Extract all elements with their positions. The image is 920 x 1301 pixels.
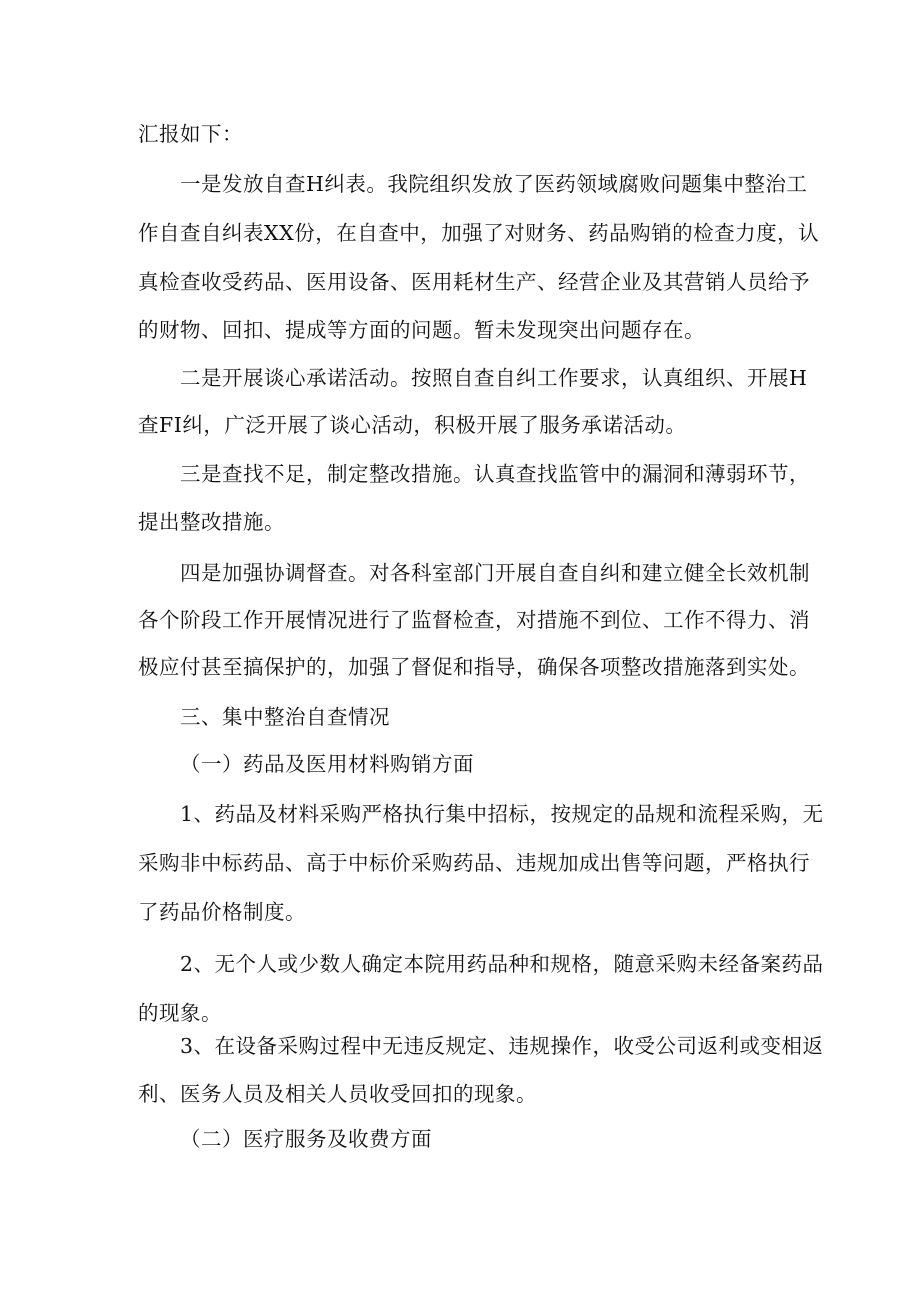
para3-line-2: 提出整改措施。	[138, 510, 285, 534]
item3-line-1: 3、在设备采购过程中无违反规定、违规操作，收受公司返利或变相返	[180, 1034, 824, 1058]
item3-line-2: 利、医务人员及相关人员收受回扣的现象。	[138, 1082, 537, 1106]
sub1-heading: （一）药品及医用材料购销方面	[180, 752, 474, 776]
item2-line-2: 的现象。	[138, 1001, 222, 1025]
sub2-heading: （二）医疗服务及收费方面	[180, 1127, 432, 1151]
para1-line-1: 一是发放自查H纠表。我院组织发放了医药领域腐败问题集中整治工	[180, 172, 808, 196]
item1-line-2: 采购非中标药品、高于中标价采购药品、违规加成出售等问题，严格执行	[138, 851, 810, 875]
item1-line-1: 1、药品及材料采购严格执行集中招标，按规定的品规和流程采购，无	[180, 802, 824, 826]
item2-line-1: 2、无个人或少数人确定本院用药品种和规格，随意采购未经备案药品	[180, 952, 824, 976]
para2-line-1: 二是开展谈心承诺活动。按照自查自纠工作要求，认真组织、开展H	[180, 366, 808, 390]
para3-line-1: 三是查找不足，制定整改措施。认真查找监管中的漏洞和薄弱环节，	[180, 462, 810, 486]
para1-line-3: 真检查收受药品、医用设备、医用耗材生产、经营企业及其营销人员给予	[138, 270, 810, 294]
para1-line-4: 的财物、回扣、提成等方面的问题。暂未发现突出问题存在。	[138, 318, 705, 342]
para4-line-1: 四是加强协调督查。对各科室部门开展自查自纠和建立健全长效机制	[180, 561, 810, 585]
para4-line-2: 各个阶段工作开展情况进行了监督检查，对措施不到位、工作不得力、消	[138, 608, 810, 632]
para1-line-2: 作自查自纠表XX份，在自查中，加强了对财务、药品购销的检查力度，认	[138, 221, 820, 245]
para2-line-2: 查FI纠，广泛开展了谈心活动，积极开展了服务承诺活动。	[138, 413, 687, 437]
intro-line: 汇报如下：	[138, 122, 243, 146]
section3-heading: 三、集中整治自查情况	[180, 705, 390, 729]
para4-line-3: 极应付甚至搞保护的，加强了督促和指导，确保各项整改措施落到实处。	[138, 655, 810, 679]
item1-line-3: 了药品价格制度。	[138, 900, 306, 924]
